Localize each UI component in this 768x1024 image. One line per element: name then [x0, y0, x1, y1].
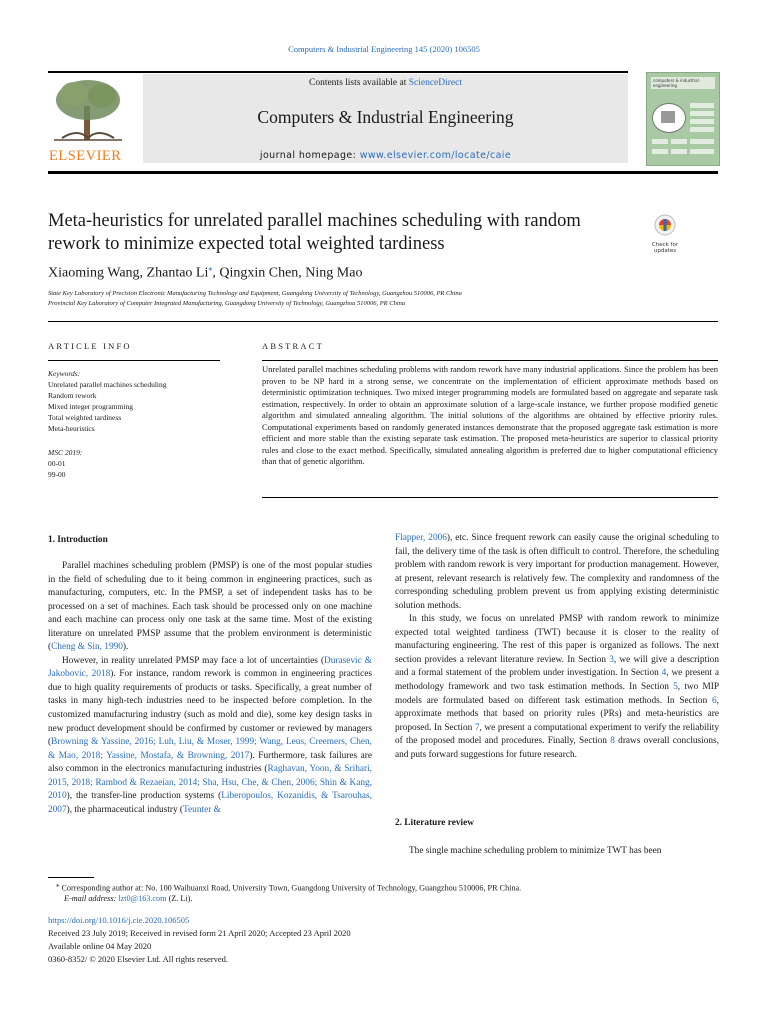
check-for-updates-badge[interactable] [646, 213, 684, 254]
keyword-item: Meta-heuristics [48, 424, 95, 433]
elsevier-tree-logo [48, 76, 128, 146]
journal-cover-image [646, 72, 720, 166]
footnote-email [64, 893, 192, 906]
intro-paragraph-2-continued [395, 532, 719, 613]
header-bottom-rule [48, 171, 718, 174]
article-title: Meta-heuristics for unrelated parallel machines scheduling with random rework to minimize expected total weighted tardiness [48, 211, 581, 254]
keyword-item: Mixed integer programming [48, 402, 133, 411]
intro-p1-end: ). [122, 642, 129, 653]
footnote-rule [48, 877, 94, 878]
intro-p3-text: In this study, we focus on unrelated PMSP with random rework to minimize expected total weighted tardiness (TWT) because it is closer to the reality of manufacturing engineering. The rest of this paper is organized as follows. The next section provides a relevant literature review. In Section [395, 614, 719, 665]
email-suffix: (Z. Li). [166, 894, 193, 903]
msc-code: 99-00 [48, 470, 66, 479]
sciencedirect-link[interactable]: ScienceDirect [408, 78, 462, 88]
intro-p2-text: ), the transfer-line production systems ( [66, 791, 222, 802]
citation-link[interactable]: Teunter & [183, 804, 221, 815]
introduction-heading: 1. Introduction [48, 535, 108, 545]
affiliation-1: State Key Laboratory of Precision Electronic Manufacturing Technology and Equipment, Guangdong University of Technology, Guangzhou 510006, PR China [48, 290, 462, 297]
received-dates: Received 23 July 2019; Received in revised form 21 April 2020; Accepted 23 April 2020 [48, 928, 351, 938]
affiliation-2: Provincial Key Laboratory of Computer Integrated Manufacturing, Guangdong University of Technology, Guangzhou 510006, PR China [48, 300, 406, 307]
elsevier-logo-text: ELSEVIER [49, 148, 122, 164]
section-link[interactable]: 5 [673, 682, 678, 693]
article-info-heading: ARTICLE INFO [48, 341, 132, 351]
intro-p3-text: draws overall conclusions, and puts forward suggestions for future research. [395, 736, 719, 760]
intro-p3-text: , we present a computational experiment to verify the reliability of the proposed model and procedures. Finally, Section [395, 722, 719, 747]
section-link[interactable]: 6 [712, 695, 717, 706]
email-link[interactable]: lzt0@163.com [118, 894, 167, 903]
crossmark-icon [646, 213, 684, 237]
intro-paragraph-1 [48, 560, 372, 655]
citation-link[interactable]: Browning & Yassine, 2016; Luh, Liu, & Moser, 1999; Wang, Leus, Creemers, Chen, & Mao, 2018; Yassine, Mostafa, & Browning, 2017 [48, 737, 372, 761]
section-link[interactable]: 4 [661, 668, 667, 679]
msc-code: 00-01 [48, 459, 66, 468]
literature-review-column [395, 845, 719, 859]
keywords-block [48, 368, 228, 434]
journal-name: Computers & Industrial Engineering [257, 107, 514, 127]
literature-paragraph-1: The single machine scheduling problem to minimize TWT has been [409, 846, 662, 856]
intro-p3-text: , approximate methods that based on priority rules (PRs) and meta-heuristics are proposed. In Section [395, 695, 719, 733]
homepage-link[interactable]: www.elsevier.com/locate/caie [359, 150, 512, 161]
citation-link[interactable]: Flapper, 2006 [395, 533, 447, 543]
available-online: Available online 04 May 2020 [48, 941, 152, 951]
literature-review-heading: 2. Literature review [395, 818, 474, 828]
keyword-item: Unrelated parallel machines scheduling [48, 380, 167, 389]
keywords-label: Keywords: [48, 369, 81, 378]
citation-link[interactable]: Liberopoulos, Kozanidis, & Tsarouhas, 2007 [48, 791, 373, 815]
citation-link[interactable]: Cheng & Sin, 1990 [51, 642, 123, 653]
article-info-rule [48, 360, 220, 361]
section-link[interactable]: 8 [610, 736, 615, 747]
citation-link[interactable]: Durasevic & Jakobovic, 2018 [48, 655, 372, 680]
authors-part2: , Qingxin Chen, Ning Mao [212, 265, 363, 281]
contents-line [143, 78, 628, 88]
section-link[interactable]: 7 [474, 722, 480, 733]
journal-reference-link[interactable]: Computers & Industrial Engineering 145 (2020) 106505 [288, 44, 480, 54]
journal-homepage-line [143, 150, 628, 161]
footnote-mark: ⁎ [56, 882, 60, 889]
corresponding-author-mark[interactable]: ⁎ [208, 264, 213, 273]
intro-p1-text: Parallel machines scheduling problem (PMSP) is one of the most popular studies in the field of scheduling due to it being common in engineering practices, such as manufacturing, computers, etc. In the PMSP, a set of independent tasks has to be processed on a set of machines. Each task should be processed only on one machine and each machine can process only one task at the same time. Most of the existing literature on unrelated PMSP assume that the problem environment is deterministic ( [48, 561, 372, 653]
header-top-rule [48, 71, 628, 73]
copyright-line: 0360-8352/ © 2020 Elsevier Ltd. All rights reserved. [48, 954, 228, 964]
intro-p3-text: , we will give a description and a formal statement of the problem under investigation. In Section [395, 654, 719, 679]
intro-p3-text: , we present a methodology framework and two task estimation methods. In Section [395, 668, 719, 693]
badge-label-line1: Check for [651, 242, 679, 248]
intro-p2-text: ). Furthermore, task failures are also common in the electronics manufacturing industries ( [48, 750, 372, 775]
footnote-text: Corresponding author at: No. 100 Waihuanxi Road, University Town, Guangdong University of Technology, Guangzhou 510006, PR China. [61, 883, 522, 893]
body-left-column [48, 560, 372, 817]
badge-label-line2: updates [653, 248, 677, 254]
intro-paragraph-3 [395, 613, 719, 762]
keyword-item: Total weighted tardiness [48, 413, 122, 422]
doi-link[interactable]: https://doi.org/10.1016/j.cie.2020.106505 [48, 915, 190, 925]
keyword-item: Random rework [48, 391, 97, 400]
abstract-top-rule [262, 360, 718, 361]
abstract-heading: ABSTRACT [262, 341, 324, 351]
section-link[interactable]: 3 [609, 654, 614, 665]
affiliation-rule [48, 321, 718, 322]
citation-link[interactable]: Raghavan, Yoon, & Srihari, 2015, 2018; Rambod & Rezaeian, 2014; Sha, Hsu, Che, & Chen, 2006; Shin & Kang, 2010 [48, 764, 372, 802]
intro-p2-continued-text: ), etc. Since frequent rework can easily cause the original scheduling to fail, the delivery time of the task is often difficult to control. Therefore, the scheduling problem with random rework is very important for production management. However, at present, relevant research is relatively few. The complexity and randomness of the corresponding scheduling problem prevent us from applying existing deterministic solution methods. [395, 533, 719, 611]
body-right-column [395, 532, 719, 762]
cover-title: computers & industrial engineering [653, 78, 699, 88]
email-label: E-mail address: [64, 894, 119, 903]
contents-prefix: Contents lists available at [308, 78, 409, 88]
author-list [48, 264, 362, 282]
intro-p3-text: , two MIP models are formulated based on different task estimation methods. In Section [395, 682, 719, 706]
intro-p2-text: ), the pharmaceutical industry ( [66, 804, 184, 815]
msc-block [48, 447, 228, 480]
abstract-bottom-rule [262, 497, 718, 498]
intro-p2-text: However, in reality unrelated PMSP may face a lot of uncertainties ( [62, 655, 325, 666]
abstract-text: Unrelated parallel machines scheduling problems with random rework have many industrial applications. Since the problem has been proven to be NP hard in a strong sense, we concentrate on the implementation of efficient approximate methods based on deterministic optimization techniques. Two mixed integer programming models are formulated based on aggregate and separate task estimation, respectively. In order to obtain an approximate solution of a large-scale instance, we further propose modified genetic algorithm and simulated annealing algorithm. The initial solutions of the algorithms are obtained by effective priority rules. Computational experiments based on randomly generated instances demonstrate that the proposed aggregate task estimation is more efficient and more stable than the existing separate task estimation. The proposed meta-heuristics are superior to classical priority rules and close to the exact method. Specifically, simulated annealing algorithm is preferred due to higher computational efficiency than that of genetic algorithm. [262, 364, 718, 466]
intro-paragraph-2 [48, 655, 372, 818]
homepage-prefix: journal homepage: [259, 150, 360, 161]
msc-label: MSC 2019: [48, 448, 83, 457]
intro-p2-text: ). For instance, random rework is common in engineering practices due to high quality requirements of products or tasks. Specifically, a great number of tasks in many high-tech industries need to be inspected before completion. In the customized manufacturing industry (such as mold and die), some key design tasks in new product development should be confirmed by customer or reviewed by managers ( [48, 669, 372, 748]
authors-part1: Xiaoming Wang, Zhantao Li [48, 265, 209, 281]
